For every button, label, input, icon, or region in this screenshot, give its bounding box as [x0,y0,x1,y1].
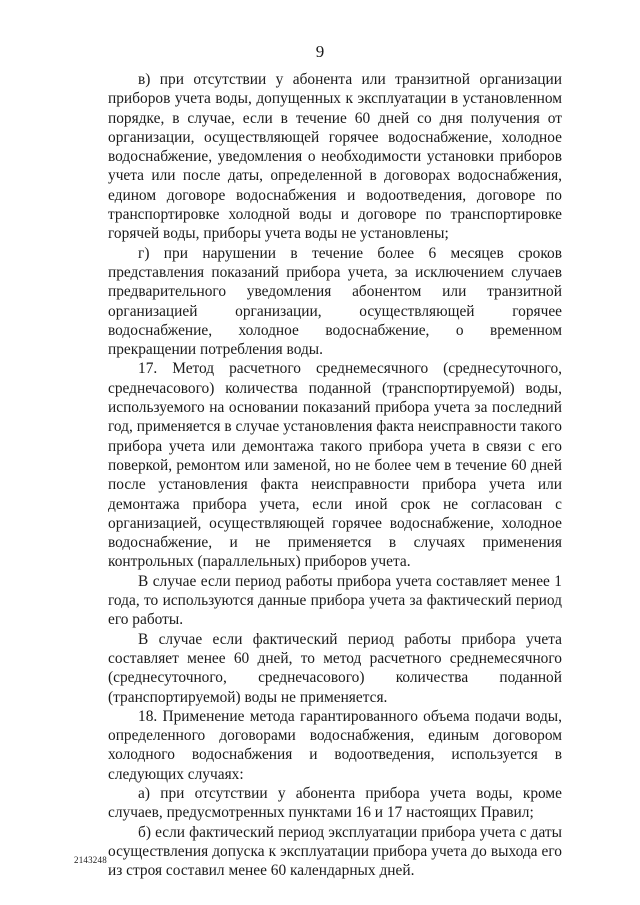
paragraph-clause-17-note-1: В случае если период работы прибора учета составляет менее 1 года, то используются данные прибора учета за фактический период его работы. [108,572,562,629]
paragraph-clause-17-note-2: В случае если фактический период работы прибора учета составляет менее 60 дней, то метод расчетного среднемесячного (среднесуточного, среднечасового) количества поданной (транспортируемой) воды не применяется. [108,630,562,706]
paragraph-item-v: в) при отсутствии у абонента или транзитной организации приборов учета воды, допущенных к эксплуатации в установленном порядке, в случае, если в течение 60 дней со дня получения от организации, осуществляющей горячее водоснабжение, холодное водоснабжение, уведомления о необходимости установки приборов учета или после даты, определенной в договорах водоснабжения, едином договоре водоснабжения и водоотведения, договоре по транспортировке холодной воды и договоре по транспортировке горячей воды, приборы учета воды не установлены; [108,71,562,243]
document-body [108,70,562,880]
document-id: 2143248 [74,855,107,865]
page-number: 9 [315,42,325,61]
paragraph-item-a: а) при отсутствии у абонента прибора учета воды, кроме случаев, предусмотренных пунктами 16 и 17 настоящих Правил; [108,784,562,822]
paragraph-item-b: б) если фактический период эксплуатации прибора учета с даты осуществления допуска к эксплуатации прибора учета до выхода его из строя составил менее 60 календарных дней. [108,823,562,880]
paragraph-item-g: г) при нарушении в течение более 6 месяцев сроков представления показаний прибора учета, за исключением случаев предварительного уведомления абонентом или транзитной организацией организации, осуществляющей горячее водоснабжение, холодное водоснабжение, о временном прекращении потребления воды. [108,244,562,359]
paragraph-clause-18: 18. Применение метода гарантированного объема подачи воды, определенного договорами водоснабжения, единым договором холодного водоснабжения и водоотведения, используется в следующих случаях: [108,707,562,783]
paragraph-clause-17: 17. Метод расчетного среднемесячного (среднесуточного, среднечасового) количества поданной (транспортируемой) воды, используемого на основании показаний прибора учета за последний год, применяется в случае установления факта неисправности такого прибора учета или демонтажа такого прибора учета в связи с его поверкой, ремонтом или заменой, но не более чем в течение 60 дней после установления факта неисправности прибора учета или демонтажа прибора учета, если иной срок не согласован с организацией, осуществляющей горячее водоснабжение, холодное водоснабжение, и не применяется в случаях применения контрольных (параллельных) приборов учета. [108,360,562,571]
